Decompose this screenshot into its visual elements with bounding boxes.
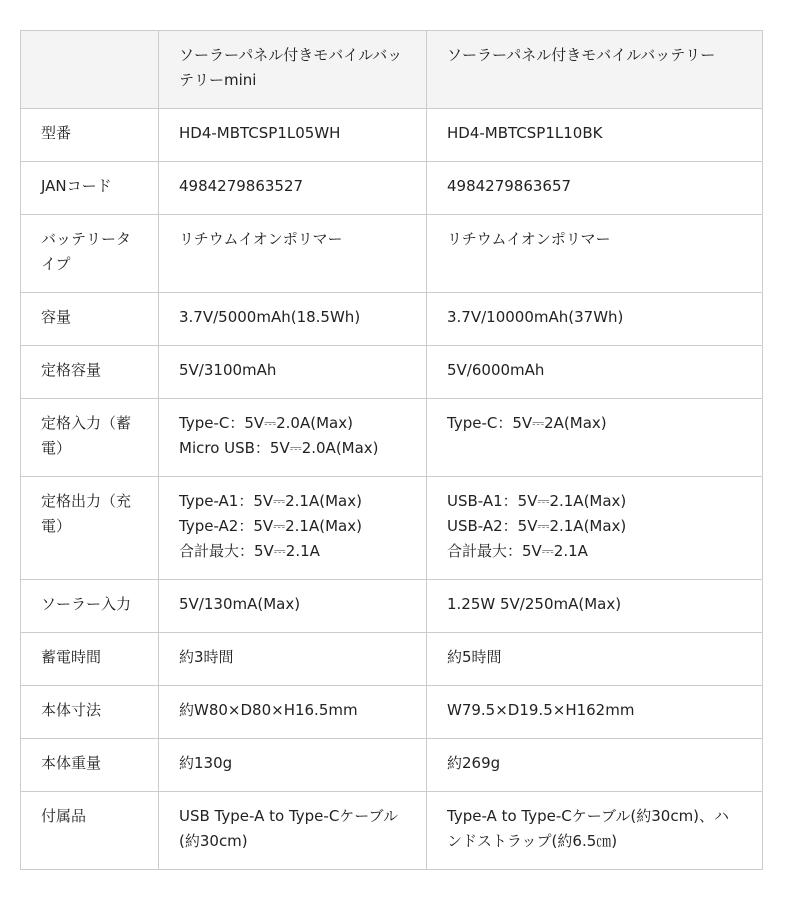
value-cell-model-b: [427, 580, 763, 633]
header-model-a: [159, 31, 427, 109]
value-cell-model-a: [159, 162, 427, 215]
value-text: 5V/3100mAh: [179, 361, 277, 379]
value-text: 3.7V/5000mAh(18.5Wh): [179, 308, 361, 326]
row-label: 定格容量: [41, 361, 102, 379]
row-label-cell: [21, 293, 159, 346]
value-text: リチウムイオンポリマー: [447, 230, 611, 248]
table-row: [21, 346, 763, 399]
value-cell-model-a: [159, 477, 427, 580]
value-cell-model-b: [427, 739, 763, 792]
table-row: [21, 162, 763, 215]
header-blank-cell: [21, 31, 159, 109]
value-text: 3.7V/10000mAh(37Wh): [447, 308, 624, 326]
value-cell-model-b: [427, 399, 763, 477]
value-text: Type-A to Type-Cケーブル(約30cm)、ハンドストラップ(約6.5㎝): [447, 807, 730, 850]
row-label-cell: [21, 580, 159, 633]
value-text: 約W80×D80×H16.5mm: [179, 701, 358, 719]
value-cell-model-a: [159, 792, 427, 870]
value-cell-model-a: [159, 215, 427, 293]
value-cell-model-a: [159, 633, 427, 686]
value-text: Type-C：5V⎓2A(Max): [447, 414, 607, 432]
value-text: USB-A2：5V⎓2.1A(Max): [447, 517, 627, 535]
row-label: 付属品: [41, 807, 87, 825]
table-row: [21, 633, 763, 686]
table-body: [21, 109, 763, 870]
row-label: 蓄電時間: [41, 648, 102, 666]
table-row: [21, 109, 763, 162]
row-label: 型番: [41, 124, 72, 142]
value-cell-model-b: [427, 792, 763, 870]
row-label: JANコード: [41, 177, 112, 195]
row-label: 定格出力（充電）: [41, 492, 132, 535]
value-cell-model-b: [427, 215, 763, 293]
table-row: [21, 477, 763, 580]
value-text: 4984279863657: [447, 177, 572, 195]
row-label-cell: [21, 792, 159, 870]
value-text: HD4-MBTCSP1L10BK: [447, 124, 603, 142]
value-text: Type-A1：5V⎓2.1A(Max): [179, 492, 362, 510]
table-row: [21, 215, 763, 293]
table-row: [21, 739, 763, 792]
value-text: USB-A1：5V⎓2.1A(Max): [447, 492, 627, 510]
value-text: HD4-MBTCSP1L05WH: [179, 124, 341, 142]
row-label-cell: [21, 109, 159, 162]
value-cell-model-b: [427, 162, 763, 215]
value-text: 約5時間: [447, 648, 502, 666]
table-row: [21, 792, 763, 870]
table-row: [21, 399, 763, 477]
header-model-b: [427, 31, 763, 109]
value-cell-model-b: [427, 293, 763, 346]
value-cell-model-a: [159, 109, 427, 162]
value-text: 合計最大：5V⎓2.1A: [447, 542, 588, 560]
value-cell-model-b: [427, 477, 763, 580]
value-text: リチウムイオンポリマー: [179, 230, 343, 248]
table-header-row: [21, 31, 763, 109]
spec-comparison-table: [20, 30, 763, 870]
row-label-cell: [21, 399, 159, 477]
table-row: [21, 293, 763, 346]
row-label: 本体重量: [41, 754, 102, 772]
value-cell-model-a: [159, 293, 427, 346]
value-text: Type-C：5V⎓2.0A(Max): [179, 414, 353, 432]
value-text: 5V/130mA(Max): [179, 595, 301, 613]
value-text: 5V/6000mAh: [447, 361, 545, 379]
table-row: [21, 686, 763, 739]
value-cell-model-b: [427, 686, 763, 739]
value-text: USB Type-A to Type-Cケーブル(約30cm): [179, 807, 398, 850]
row-label: ソーラー入力: [41, 595, 132, 613]
row-label-cell: [21, 477, 159, 580]
value-cell-model-b: [427, 633, 763, 686]
value-cell-model-a: [159, 580, 427, 633]
value-cell-model-b: [427, 346, 763, 399]
row-label: 容量: [41, 308, 72, 326]
header-model-a-label: ソーラーパネル付きモバイルバッテリーmini: [179, 46, 403, 89]
value-text: 約269g: [447, 754, 501, 772]
row-label-cell: [21, 686, 159, 739]
row-label: バッテリータイプ: [41, 230, 132, 273]
table-row: [21, 580, 763, 633]
row-label-cell: [21, 633, 159, 686]
row-label-cell: [21, 162, 159, 215]
row-label: 本体寸法: [41, 701, 102, 719]
value-cell-model-b: [427, 109, 763, 162]
row-label: 定格入力（蓄電）: [41, 414, 132, 457]
value-text: W79.5×D19.5×H162mm: [447, 701, 635, 719]
value-text: Micro USB：5V⎓2.0A(Max): [179, 439, 379, 457]
value-text: 合計最大：5V⎓2.1A: [179, 542, 320, 560]
value-text: 約130g: [179, 754, 233, 772]
row-label-cell: [21, 215, 159, 293]
value-cell-model-a: [159, 346, 427, 399]
value-text: 4984279863527: [179, 177, 304, 195]
header-model-b-label: ソーラーパネル付きモバイルバッテリー: [447, 46, 716, 64]
value-text: Type-A2：5V⎓2.1A(Max): [179, 517, 362, 535]
value-text: 約3時間: [179, 648, 234, 666]
value-text: 1.25W 5V/250mA(Max): [447, 595, 622, 613]
value-cell-model-a: [159, 399, 427, 477]
value-cell-model-a: [159, 686, 427, 739]
row-label-cell: [21, 346, 159, 399]
value-cell-model-a: [159, 739, 427, 792]
row-label-cell: [21, 739, 159, 792]
